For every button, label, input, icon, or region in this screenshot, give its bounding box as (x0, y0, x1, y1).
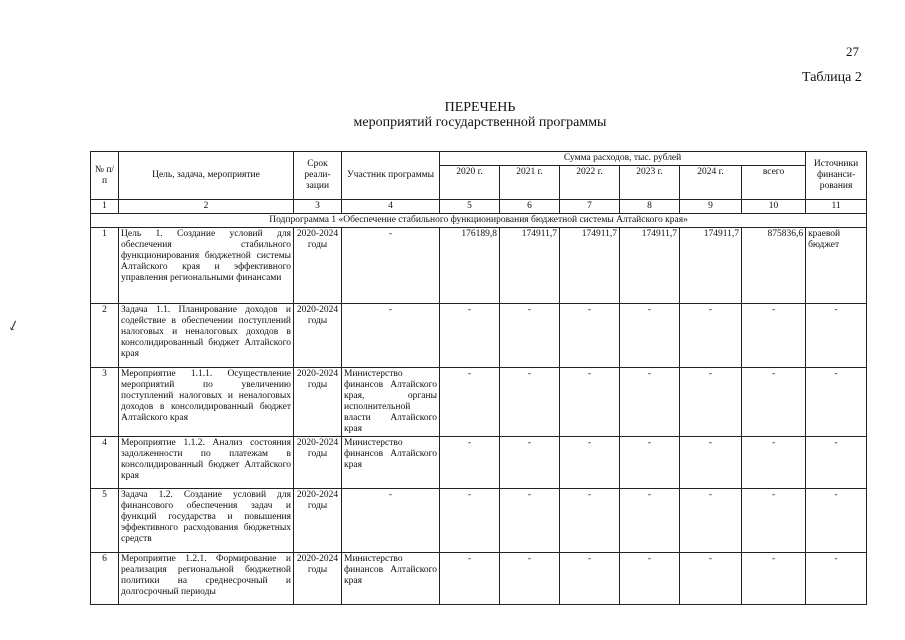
header-num: № п/п (91, 152, 119, 200)
title-line-2: мероприятий государственной программы (353, 115, 607, 130)
title-line-1: ПЕРЕЧЕНЬ (444, 100, 516, 115)
row-participant: Министерство финансов Алтайского края (342, 437, 440, 489)
col-number: 3 (294, 200, 342, 214)
row-value-2022: 174911,7 (560, 228, 620, 304)
row-value-2024: - (680, 368, 742, 437)
row-value-2022: - (560, 304, 620, 368)
col-number: 1 (91, 200, 119, 214)
row-num: 3 (91, 368, 119, 437)
header-total: всего (742, 166, 806, 200)
row-source: - (806, 304, 867, 368)
side-handwritten-mark: ↙ (5, 317, 22, 336)
row-value-2023: 174911,7 (620, 228, 680, 304)
row-source: - (806, 553, 867, 605)
header-sources: Источники финанси-рования (806, 152, 867, 200)
row-value-2024: - (680, 437, 742, 489)
col-number: 2 (119, 200, 294, 214)
col-number: 4 (342, 200, 440, 214)
row-value-2020: - (440, 489, 500, 553)
row-value-2021: - (500, 437, 560, 489)
row-name: Цель 1. Создание условий для обеспечения стабильного функционирования бюджетной системы Алтайского края и эффективного управления региональными финансами (119, 228, 294, 304)
table-label: Таблица 2 (802, 70, 862, 85)
row-value-2021: - (500, 368, 560, 437)
row-value-2021: - (500, 553, 560, 605)
row-term: 2020-2024 годы (294, 437, 342, 489)
row-value-2023: - (620, 553, 680, 605)
row-participant: - (342, 304, 440, 368)
row-value-2020: - (440, 553, 500, 605)
row-value-2021: - (500, 489, 560, 553)
row-value-2020: - (440, 368, 500, 437)
row-term: 2020-2024 годы (294, 553, 342, 605)
row-value-2021: - (500, 304, 560, 368)
row-num: 6 (91, 553, 119, 605)
row-num: 1 (91, 228, 119, 304)
page-number: 27 (846, 44, 859, 59)
header-year-2022: 2022 г. (560, 166, 620, 200)
col-number: 6 (500, 200, 560, 214)
row-value-2024: - (680, 304, 742, 368)
row-value-2024: - (680, 553, 742, 605)
row-name: Мероприятие 1.2.1. Формирование и реализация региональной бюджетной политики на среднесрочный и долгосрочный периоды (119, 553, 294, 605)
row-total: - (742, 489, 806, 553)
row-value-2024: - (680, 489, 742, 553)
table-row (91, 489, 867, 553)
row-participant: Министерство финансов Алтайского края, органы исполнительной власти Алтайского края (342, 368, 440, 437)
col-number: 10 (742, 200, 806, 214)
row-value-2024: 174911,7 (680, 228, 742, 304)
table-row (91, 553, 867, 605)
table-row (91, 304, 867, 368)
row-name: Мероприятие 1.1.1. Осуществление мероприятий по увеличению поступлений налоговых и неналоговых доходов в консолидированный бюджет Алтайского края (119, 368, 294, 437)
header-sum: Сумма расходов, тыс. рублей (440, 152, 806, 166)
row-total: - (742, 437, 806, 489)
row-value-2022: - (560, 368, 620, 437)
row-name: Задача 1.2. Создание условий для финансового обеспечения задач и функций государства и повышения эффективного расходования бюджетных средств (119, 489, 294, 553)
row-source: - (806, 437, 867, 489)
row-term: 2020-2024 годы (294, 368, 342, 437)
row-num: 2 (91, 304, 119, 368)
header-year-2020: 2020 г. (440, 166, 500, 200)
header-year-2021: 2021 г. (500, 166, 560, 200)
row-term: 2020-2024 годы (294, 304, 342, 368)
document-title (330, 100, 630, 130)
row-value-2023: - (620, 304, 680, 368)
row-term: 2020-2024 годы (294, 489, 342, 553)
col-number: 8 (620, 200, 680, 214)
row-num: 5 (91, 489, 119, 553)
row-total: - (742, 304, 806, 368)
measures-table (90, 151, 867, 605)
col-number: 9 (680, 200, 742, 214)
row-participant: Министерство финансов Алтайского края (342, 553, 440, 605)
row-value-2022: - (560, 437, 620, 489)
row-source: краевой бюджет (806, 228, 867, 304)
row-value-2023: - (620, 489, 680, 553)
col-number: 7 (560, 200, 620, 214)
row-name: Мероприятие 1.1.2. Анализ состояния задолженности по платежам в консолидированный бюджет Алтайского края (119, 437, 294, 489)
row-source: - (806, 489, 867, 553)
row-value-2022: - (560, 553, 620, 605)
header-term: Срок реали-зации (294, 152, 342, 200)
column-numbers-row (91, 200, 867, 214)
row-total: - (742, 553, 806, 605)
row-value-2022: - (560, 489, 620, 553)
header-participant: Участник программы (342, 152, 440, 200)
row-participant: - (342, 489, 440, 553)
table-row (91, 228, 867, 304)
header-goal: Цель, задача, мероприятие (119, 152, 294, 200)
row-total: 875836,6 (742, 228, 806, 304)
subprogram-heading: Подпрограмма 1 «Обеспечение стабильного функционирования бюджетной системы Алтайского края» (91, 214, 867, 228)
row-total: - (742, 368, 806, 437)
row-value-2020: - (440, 437, 500, 489)
col-number: 5 (440, 200, 500, 214)
table-row (91, 368, 867, 437)
row-value-2020: - (440, 304, 500, 368)
col-number: 11 (806, 200, 867, 214)
row-num: 4 (91, 437, 119, 489)
row-value-2023: - (620, 437, 680, 489)
row-value-2021: 174911,7 (500, 228, 560, 304)
header-year-2024: 2024 г. (680, 166, 742, 200)
table-row (91, 437, 867, 489)
row-term: 2020-2024 годы (294, 228, 342, 304)
row-name: Задача 1.1. Планирование доходов и содействие в обеспечении поступлений налоговых и неналоговых доходов в консолидированный бюджет Алтайского края (119, 304, 294, 368)
header-year-2023: 2023 г. (620, 166, 680, 200)
row-participant: - (342, 228, 440, 304)
row-value-2020: 176189,8 (440, 228, 500, 304)
row-value-2023: - (620, 368, 680, 437)
row-source: - (806, 368, 867, 437)
